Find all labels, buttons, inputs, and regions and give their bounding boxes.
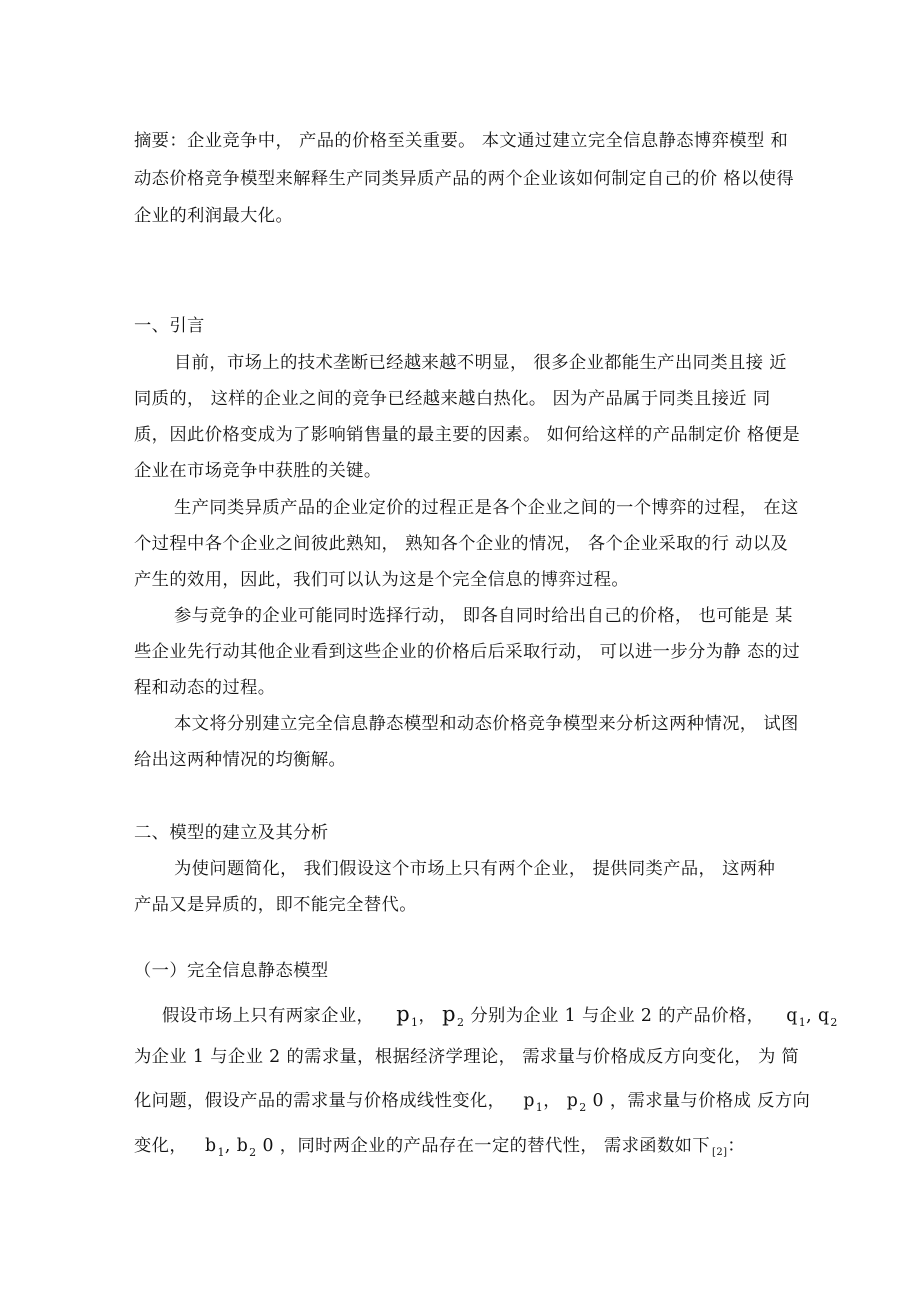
model-line-4 <box>134 1135 745 1160</box>
intro-p3-line-2: 些企业先行动其他企业看到这些企业的价格后后采取行动， 可以进一步分为静 态的过 <box>134 642 800 662</box>
price-p1-symbol: p <box>396 1002 411 1026</box>
line-4-zero: 0 <box>256 1136 280 1156</box>
abstract-line-3: 企业的利润最大化。 <box>134 206 294 226</box>
section-1-heading: 一、引言 <box>134 316 205 336</box>
price-p2-subscript: 2 <box>456 1016 465 1029</box>
model-line-4-text-c: ，同时两企业的产品存在一定的替代性， 需求函数如下 <box>279 1136 711 1156</box>
model-intro-line-1: 为使问题简化， 我们假设这个市场上只有两个企业， 提供同类产品， 这两种 <box>174 859 776 879</box>
section-2-heading: 二、模型的建立及其分析 <box>134 823 329 843</box>
price-p2-symbol: p <box>442 1002 456 1026</box>
price-separator: ， <box>418 1006 437 1026</box>
intro-p3-line-3: 程和动态的过程。 <box>134 678 276 698</box>
model-line-1 <box>162 1003 838 1029</box>
abstract-line-2: 动态价格竞争模型来解释生产同类异质产品的两个企业该如何制定自己的价 格以使得 <box>134 169 795 189</box>
model-line-4-end: ： <box>727 1136 746 1156</box>
intro-p3-line-1: 参与竞争的企业可能同时选择行动， 即各自同时给出自己的价格， 也可能是 某 <box>174 606 793 626</box>
intro-p1-line-4: 企业在市场竞争中获胜的关键。 <box>134 461 382 481</box>
intro-p1-line-3: 质，因此价格变成为了影响销售量的最主要的因素。 如何给这样的产品制定价 格便是 <box>134 425 800 445</box>
intro-p2-line-1: 生产同类异质产品的企业定价的过程正是各个企业之间的一个博弈的过程， 在这 <box>174 498 799 518</box>
intro-p4-line-2: 给出这两种情况的均衡解。 <box>134 750 347 770</box>
citation-ref: [2] <box>712 1147 728 1158</box>
line-3-p2-symbol: ， p <box>543 1091 579 1111</box>
model-line-4-text-a: 变化， <box>134 1136 188 1156</box>
model-line-3 <box>134 1090 810 1114</box>
model-intro-line-2: 产品又是异质的，即不能完全替代。 <box>134 895 417 915</box>
price-p1-subscript: 1 <box>411 1016 419 1029</box>
line-4-b1-subscript: 1 <box>217 1146 225 1159</box>
abstract-line-1: 摘要：企业竞争中， 产品的价格至关重要。 本文通过建立完全信息静态博弈模型 和 <box>134 131 789 151</box>
subsection-heading: （一）完全信息静态模型 <box>134 961 329 981</box>
line-3-p1-subscript: 1 <box>535 1101 544 1114</box>
model-line-3-text-b: ，需求量与价格成 反方向 <box>609 1091 811 1111</box>
model-line-1-text-a: 假设市场上只有两家企业， <box>162 1006 375 1026</box>
line-4-b1-symbol: b <box>205 1136 217 1156</box>
line-3-p1-symbol: p <box>523 1091 535 1111</box>
line-4-b2-symbol: , b <box>224 1136 249 1156</box>
quantity-q1-symbol: q <box>786 1006 798 1026</box>
quantity-q2-symbol: , q <box>806 1006 830 1026</box>
model-line-1-text-b: 分别为企业 1 与企业 2 的产品价格， <box>470 1006 765 1026</box>
line-4-b2-subscript: 2 <box>249 1146 257 1159</box>
intro-p4-line-1: 本文将分别建立完全信息静态模型和动态价格竞争模型来分析这两种情况， 试图 <box>174 714 799 734</box>
model-line-3-text-a: 化问题，假设产品的需求量与价格成线性变化， <box>134 1091 506 1111</box>
intro-p2-line-3: 产生的效用，因此，我们可以认为这是个完全信息的博弈过程。 <box>134 570 630 590</box>
quantity-q2-subscript: 2 <box>830 1016 838 1029</box>
intro-p1-line-1: 目前，市场上的技术垄断已经越来越不明显， 很多企业都能生产出同类且接 近 <box>174 353 787 373</box>
line-3-p2-subscript: 2 <box>579 1101 587 1114</box>
quantity-q1-subscript: 1 <box>798 1016 807 1029</box>
model-line-2: 为企业 1 与企业 2 的需求量，根据经济学理论， 需求量与价格成反方向变化， 为 简 <box>134 1047 800 1067</box>
intro-p1-line-2: 同质的， 这样的企业之间的竞争已经越来越白热化。 因为产品属于同类且接近 同 <box>134 389 771 409</box>
line-3-zero: 0 <box>586 1091 610 1111</box>
intro-p2-line-2: 个过程中各个企业之间彼此熟知， 熟知各个企业的情况， 各个企业采取的行 动以及 <box>134 534 789 554</box>
